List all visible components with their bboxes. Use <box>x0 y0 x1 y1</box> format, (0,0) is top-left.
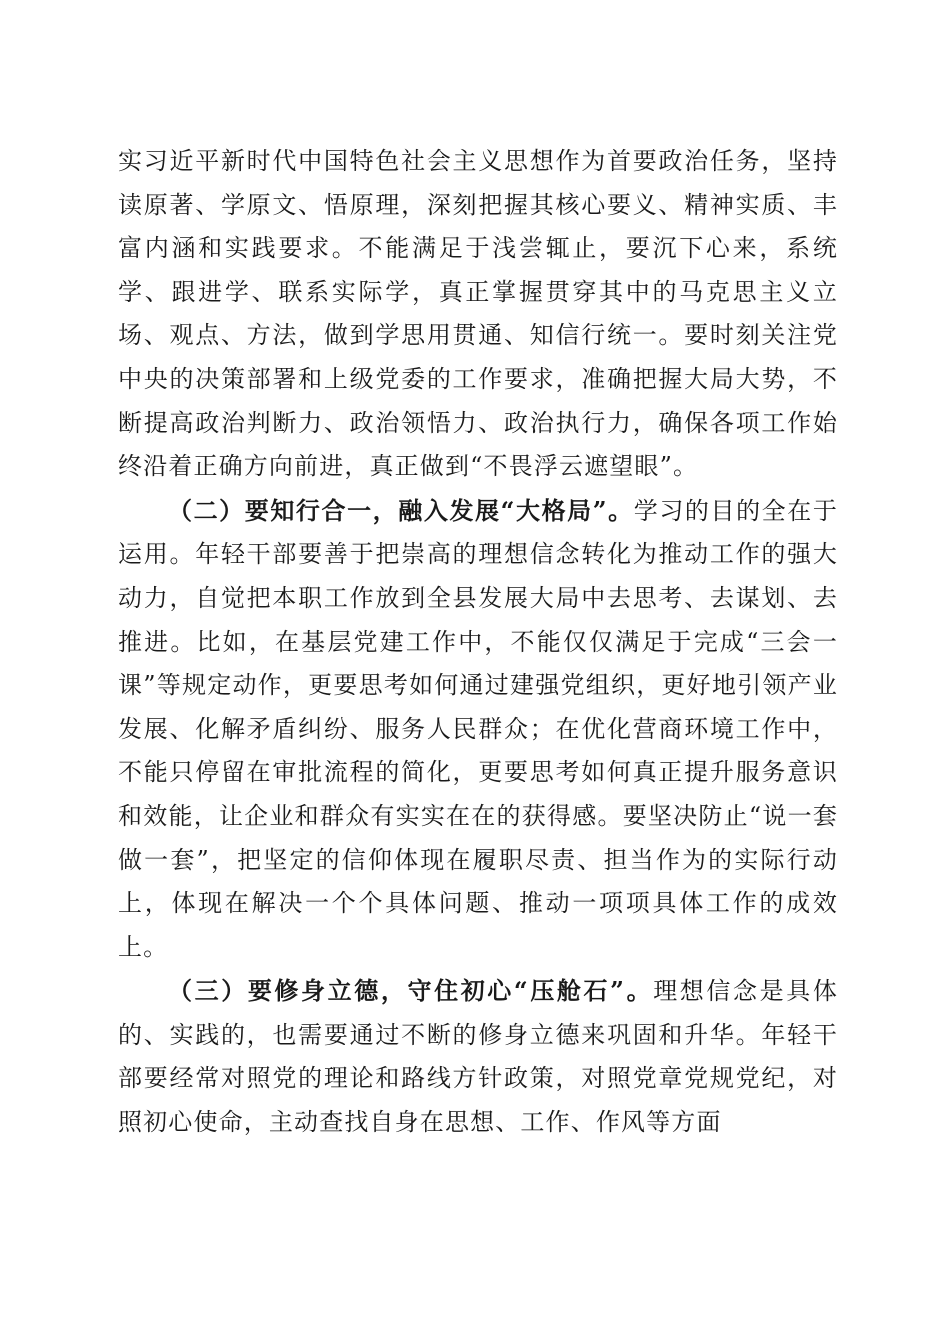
paragraph-1-text: 实习近平新时代中国特色社会主义思想作为首要政治任务，坚持读原著、学原文、悟原理，深刻把握其核心要义、精神实质、丰富内涵和实践要求。不能满足于浅尝辄止，要沉下心来，系统学、跟进学、联系实际学，真正掌握贯穿其中的马克思主义立场、观点、方法，做到学思用贯通、知信行统一。要时刻关注党中央的决策部署和上级党委的工作要求，准确把握大局大势，不断提高政治判断力、政治领悟力、政治执行力，确保各项工作始终沿着正确方向前进，真正做到“不畏浮云遮望眼”。 <box>118 147 838 481</box>
paragraph-3 <box>118 969 838 1144</box>
paragraph-2 <box>118 489 838 970</box>
document-body <box>118 140 838 1145</box>
paragraph-2-heading: （二）要知行合一，融入发展“大格局”。 <box>168 495 634 525</box>
paragraph-2-text: 学习的目的全在于运用。年轻干部要善于把崇高的理想信念转化为推动工作的强大动力，自觉把本职工作放到全县发展大局中去思考、去谋划、去推进。比如，在基层党建工作中，不能仅仅满足于完成“三会一课”等规定动作，更要思考如何通过建强党组织，更好地引领产业发展、化解矛盾纠纷、服务人民群众；在优化营商环境工作中，不能只停留在审批流程的简化，更要思考如何真正提升服务意识和效能，让企业和群众有实实在在的获得感。要坚决防止“说一套做一套”，把坚定的信仰体现在履职尽责、担当作为的实际行动上，体现在解决一个个具体问题、推动一项项具体工作的成效上。 <box>118 496 838 961</box>
paragraph-1 <box>118 140 838 489</box>
paragraph-3-text: 理想信念是具体的、实践的，也需要通过不断的修身立德来巩固和升华。年轻干部要经常对照党的理论和路线方针政策，对照党章党规党纪，对照初心使命，主动查找自身在思想、工作、作风等方面 <box>118 977 838 1137</box>
paragraph-3-heading: （三）要修身立德，守住初心“压舱石”。 <box>168 976 654 1006</box>
